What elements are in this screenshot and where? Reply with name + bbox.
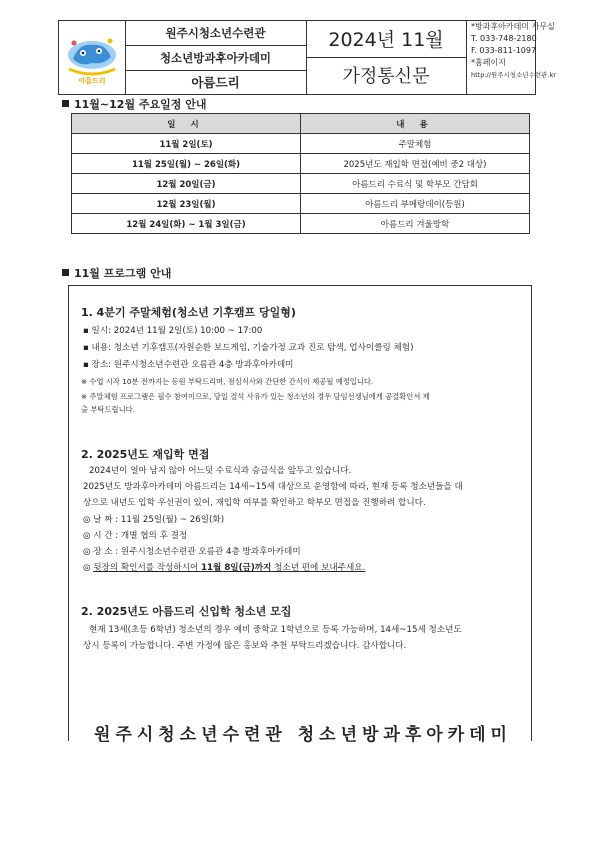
section1-note2: ※ 주말체험 프로그램은 필수 참여이므로, 당일 결석 사유가 있는 청소년의 경우 담임선생님에게 공결확인서 제 [81,392,430,401]
section2-paragraph-line1: 2024년이 얼마 남지 않아 어느덧 수료식과 승급식을 앞두고 있습니다. [89,466,352,476]
logo-cell [59,21,126,94]
schedule-date: 12월 20일(금) [72,174,301,194]
section1-title: 1. 4분기 주말체험(청소년 기후캠프 당일형) [81,306,296,319]
column-header-content: 내 용 [301,114,530,134]
org-name-line2: 청소년방과후아카데미 [125,46,306,71]
section1-note3: 출 부탁드립니다. [81,405,135,414]
schedule-content: 아름드리 수료식 및 학부모 간담회 [301,174,530,194]
section2-item-date: ◎ 날 짜 : 11월 25일(월) ~ 26일(화) [83,515,225,525]
contact-homepage-label: *홈페이지 [471,58,506,67]
schedule-content: 아름드리 부메랑데이(등원) [301,194,530,214]
section2-item-submit: ◎ 뒷장의 확인서를 작성하시어 11월 8일(금)까지 청소년 편에 보내주세요. [83,563,366,573]
contact-fax: F. 033-811-1097 [471,46,537,55]
schedule-date: 12월 24일(화) ~ 1월 3일(금) [72,214,301,234]
section2-title: 2. 2025년도 재입학 면접 [81,448,210,461]
logo-text: 아름드리 [78,77,106,85]
program-heading: 11월 프로그램 안내 [62,265,171,281]
org-name-line3: 아름드리 [191,75,240,90]
section1-bullet-date: ▪ 일시: 2024년 11월 2일(토) 10:00 ~ 17:00 [83,326,263,336]
logo-icon [59,21,125,94]
section1-note1: ※ 수업 시작 10분 전까지는 등원 부탁드리며, 점심식사와 간단한 간식이 제공될 예정입니다. [81,377,374,386]
document-title: 가정통신문 [342,66,430,87]
table-row [72,194,530,214]
table-header-row [72,114,530,134]
header-table [58,20,556,95]
schedule-content: 2025년도 재입학 면접(예비 중2 대상) [301,154,530,174]
column-header-date: 일 시 [72,114,301,134]
section2-item-time: ◎ 시 간 : 개별 협의 후 결정 [83,531,188,541]
schedule-content: 아름드리 겨울방학 [301,214,530,234]
schedule-date: 11월 25일(월) ~ 26일(화) [72,154,301,174]
section3-title: 2. 2025년도 아름드리 신입학 청소년 모집 [81,605,292,618]
organization-cell [125,21,307,94]
section1-bullet-place: ▪ 장소: 원주시청소년수련관 오름관 4층 방과후아카데미 [83,360,294,370]
section3-paragraph-line2: 상시 등록이 가능합니다. 주변 가정에 많은 홍보와 추천 부탁드리겠습니다. 감사합니다. [83,641,407,651]
section3-paragraph-line1: 현재 13세(초등 6학년) 청소년의 경우 예비 중학교 1학년으로 등록 가능하며, 14세~15세 청소년도 [89,625,462,635]
schedule-date: 11월 2일(토) [72,134,301,154]
contact-tel: T. 033-748-2180 [471,34,537,43]
schedule-table [71,113,530,234]
table-row [72,214,530,234]
section2-item-place: ◎ 장 소 : 원주시청소년수련관 오름관 4층 방과후아카데미 [83,547,301,557]
table-row [72,174,530,194]
title-cell [306,21,467,94]
contact-homepage-url[interactable]: http://원주시청소년수련관.kr [471,71,556,79]
contact-cell [466,21,556,94]
program-box [68,285,532,741]
section1-bullet-content: ▪ 내용: 청소년 기후캠프(자원순환 보드게임, 기술가정 교과 진로 탐색, 업사이클링 체험) [83,343,414,353]
table-row [72,134,530,154]
square-bullet-icon [62,100,69,107]
org-name-line1: 원주시청소년수련관 [125,21,306,46]
footer-organization-name: 원주시청소년수련관 청소년방과후아카데미 [94,725,512,745]
schedule-date: 12월 23일(월) [72,194,301,214]
issue-date-title: 2024년 11월 [306,21,466,58]
contact-office: *방과후아카데미 사무실 [471,22,555,31]
schedule-heading: 11월~12월 주요일정 안내 [62,96,207,112]
schedule-content: 주말체험 [301,134,530,154]
section2-paragraph-line3: 상으로 내년도 입학 우선권이 있어, 재입학 여부를 확인하고 학부모 면접을 진행하려 합니다. [83,498,426,508]
table-row [72,154,530,174]
square-bullet-icon [62,269,69,276]
section2-paragraph-line2: 2025년도 방과후아카데미 아름드리는 14세~15세 대상으로 운영함에 따라, 현재 등록 청소년들을 대 [83,482,463,492]
